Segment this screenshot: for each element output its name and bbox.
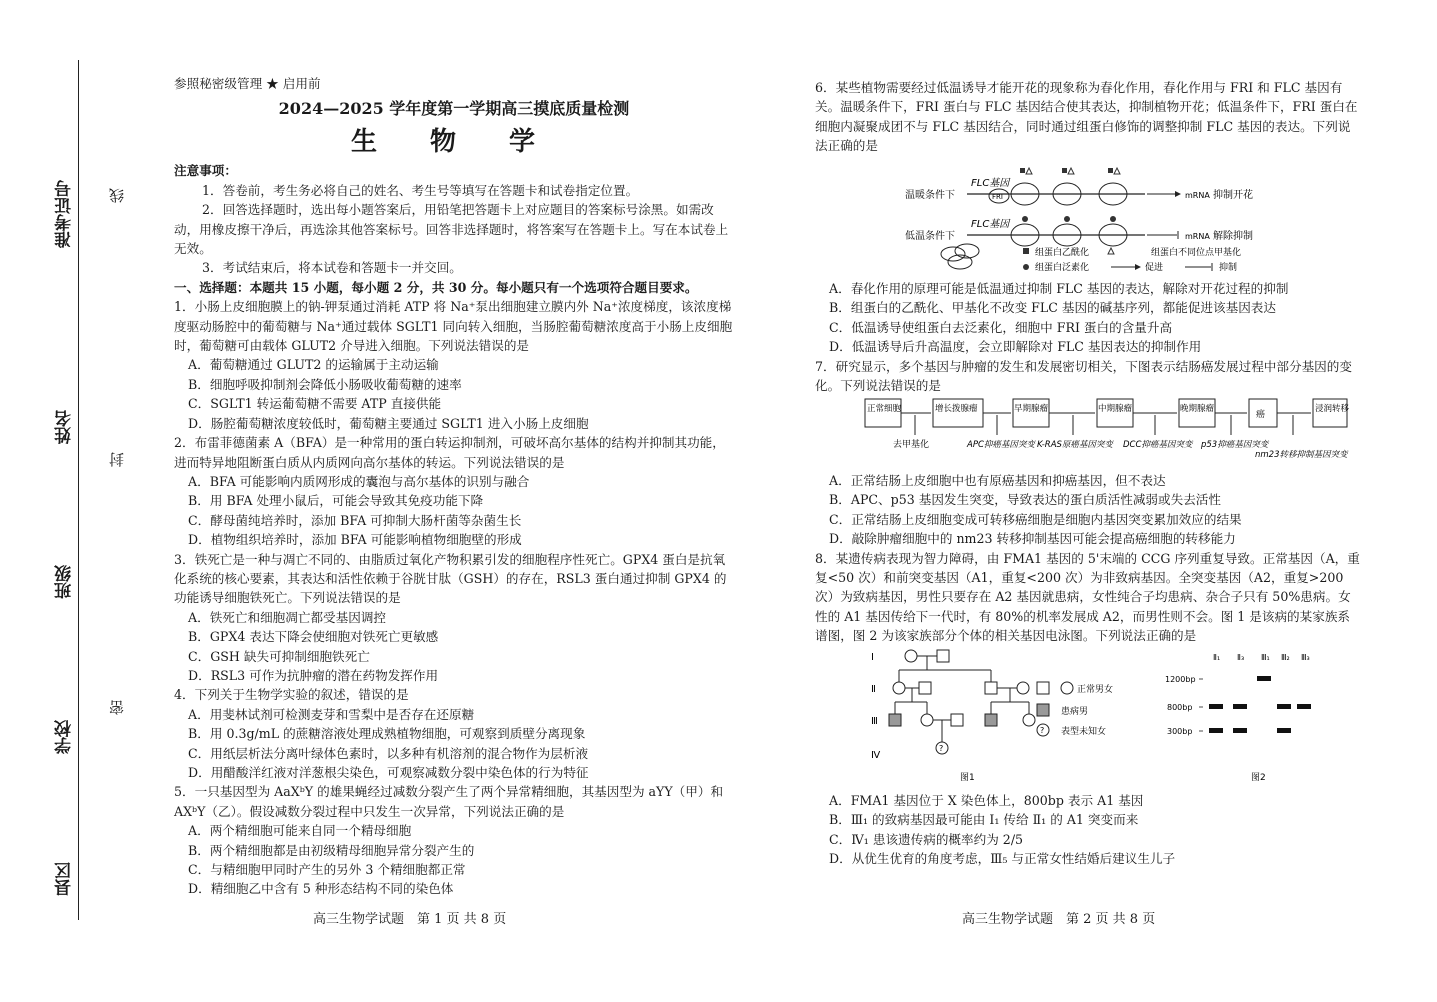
warm-result: 抑制开花 [1213,189,1253,201]
seal-secret: 密 [108,700,126,715]
vernalization-diagram [815,156,1360,274]
mrna-label: mRNA [1185,190,1210,200]
option: D．敲除肿瘤细胞中的 nm23 转移抑制基因可能会提高癌细胞的转移能力 [829,531,1236,547]
legend-normal: 正常男女 [1077,684,1114,695]
legend-promote: 促进 [1145,262,1164,273]
gutter-line [78,60,79,920]
event-dcc: DCC抑癌基因突变 [1123,440,1193,451]
option: D．肠腔葡萄糖浓度较低时，葡萄糖主要通过 SGLT1 进入小肠上皮细胞 [188,415,589,431]
seal-seal: 封 [108,452,126,467]
unknown-mark: ? [939,743,944,753]
option: C．GSH 缺失可抑制细胞铁死亡 [188,648,370,664]
legend-ubiquitin-icon [1023,264,1029,270]
option: A．FMA1 基因位于 X 染色体上，800bp 表示 A1 基因 [829,792,1144,808]
lane-label: Ⅲ₂ [1281,652,1290,662]
option: D．植物组织培养时，添加 BFA 可能影响植物细胞壁的形成 [188,532,522,548]
option: B．GPX4 表达下降会使细胞对铁死亡更敏感 [188,629,439,645]
option: A．铁死亡和细胞凋亡都受基因调控 [188,609,387,625]
gen-1: Ⅰ [871,651,874,663]
legend-methylation: 组蛋白不同位点甲基化 [1151,247,1242,258]
event-apc: APC抑癌基因突变 [967,440,1035,451]
option: A．用斐林试剂可检测麦芽和雪梨中是否存在还原糖 [188,706,475,722]
question-stem: 4．下列关于生物学实验的叙述，错误的是 [174,687,409,703]
option: B．用 0.3g/mL 的蔗糖溶液处理成熟植物细胞，可观察到质壁分离现象 [188,726,586,742]
cancer-progression-diagram [815,395,1360,465]
methylation-marks [1026,168,1120,174]
option: C．与精细胞甲同时产生的另外 3 个精细胞都正常 [188,862,466,878]
subject-title: 生 物 学 [350,127,558,158]
footer-page-2: 高三生物学试题 第 2 页 共 8 页 [962,912,1156,927]
option: D．从优生优育的角度考虑，Ⅲ₅ 与正常女性结婚后建议生儿子 [829,851,1176,867]
option: A．正常结肠上皮细胞中也有原癌基因和抑癌基因，但不表达 [829,472,1166,488]
option: A．春化作用的原理可能是低温通过抑制 FLC 基因的表达，解除对开花过程的抑制 [829,281,1289,297]
label-district: 县区 [55,862,75,896]
ubiquitin-marks [1022,216,1116,222]
option: C．正常结肠上皮细胞变成可转移癌细胞是细胞内基因突变累加效应的结果 [829,511,1242,527]
fri-label: FRI [992,192,1003,201]
stage-late: 晚期腺瘤 [1180,404,1215,415]
legend-acetylation-icon [1023,248,1029,254]
legend-ubiquitin: 组蛋白泛素化 [1035,262,1090,273]
fri-aggregate [941,244,979,269]
pedigree-and-electrophoresis [815,646,1360,786]
binding-gutter [0,0,150,1002]
gen-2: Ⅱ [871,683,876,695]
option: B．APC、p53 基因发生突变，导致表达的蛋白质活性减弱或失去活性 [829,492,1221,508]
option: C．酵母菌纯培养时，添加 BFA 可抑制大肠杆菌等杂菌生长 [188,512,522,528]
footer-page-1: 高三生物学试题 第 1 页 共 8 页 [313,912,507,927]
gel-bands [1209,676,1311,733]
event-p53: p53抑癌基因突变 [1201,440,1269,451]
exam-title: 2024—2025 学年度第一学期高三摸底质量检测 [278,99,630,119]
option: B．组蛋白的乙酰化、甲基化不改变 FLC 基因的碱基序列，都能促进该基因表达 [829,300,1276,316]
page-1 [174,74,734,899]
lane-label: Ⅱ₁ [1213,652,1221,662]
fig1-caption: 图1 [960,772,975,783]
cold-result: 解除抑制 [1213,230,1253,242]
legend-methylation-icon [1108,248,1114,254]
mrna-label-2: mRNA [1185,231,1210,241]
stage-normal: 正常细胞 [867,404,902,415]
question-stem: 3．铁死亡是一种与凋亡不同的、由脂质过氧化产物积累引发的细胞程序性死亡。GPX4 蛋白是抗氧化系统的核心要素，其表达和活性依赖于谷胱甘肽（GSH）的存在，RSL3 蛋白通过抑制 GPX4 的功能诱导细胞铁死亡。下列说法错误的是 [174,551,727,606]
option: D．RSL3 可作为抗肿瘤的潜在药物发挥作用 [188,667,439,683]
option: C．低温诱导使组蛋白去泛素化，细胞中 FRI 蛋白的含量升高 [829,319,1173,335]
question-stem: 6．某些植物需要经过低温诱导才能开花的现象称为春化作用，春化作用与 FRI 和 FLC 基因有关。温暖条件下，FRI 蛋白与 FLC 基因结合使其表达，抑制植物开花；低温条件下，FRI 蛋白在细胞内凝聚成团不与 FLC 基因结合，同时通过组蛋白修饰的调整抑制 FLC 基因的表达。下列说法正确的是 [815,80,1358,154]
acetylation-marks [1020,168,1113,173]
notice-item: 1．答卷前，考生务必将自己的姓名、考生号等填写在答题卡和试卷指定位置。 [202,182,639,198]
legend-inhibit: 抑制 [1219,262,1238,273]
option: C．Ⅳ₁ 患该遗传病的概率约为 2/5 [829,831,1024,847]
page-2 [815,78,1360,869]
size-300: 300bp [1167,726,1193,736]
event-nm23: nm23转移抑制基因突变 [1255,450,1348,461]
option: D．用醋酸洋红液对洋葱根尖染色，可观察减数分裂中染色体的行为特征 [188,765,589,780]
size-800: 800bp [1167,702,1193,712]
unknown-mark-legend: ? [1040,725,1045,735]
notice-item: 2．回答选择题时，选出每小题答案后，用铅笔把答题卡上对应题目的答案标号涂黑。如需改动，用橡皮擦干净后，再选涂其他答案标号。回答非选择题时，将答案写在答题卡上。写在本试卷上无效。 [174,202,729,257]
stage-early: 早期腺瘤 [1014,404,1049,415]
section-heading: 一、选择题：本题共 15 小题，每小题 2 分，共 30 分。每小题只有一个选项符合题目要求。 [174,279,698,295]
event-kras: K-RAS原癌基因突变 [1037,440,1113,451]
option: B．两个精细胞都是由初级精母细胞异常分裂产生的 [188,842,475,858]
label-class: 班级 [55,565,75,599]
option: A．BFA 可能影响内质网形成的囊泡与高尔基体的识别与融合 [188,473,530,489]
option: C．SGLT1 转运葡萄糖不需要 ATP 直接供能 [188,396,442,412]
cold-label: 低温条件下 [905,230,955,242]
label-name: 姓名 [55,410,75,444]
lane-label: Ⅲ₃ [1301,652,1310,662]
fig2-caption: 图2 [1251,772,1266,783]
question-stem: 1．小肠上皮细胞膜上的钠-钾泵通过消耗 ATP 将 Na⁺泵出细胞建立膜内外 Na⁺浓度梯度，该浓度梯度驱动肠腔中的葡萄糖与 Na⁺通过载体 SGLT1 同向转入细胞，当肠腔葡萄糖浓度高于小肠上皮细胞时，葡萄糖可由载体 GLUT2 介导进入细胞。下列说法错误的是 [174,299,733,354]
option: B．细胞呼吸抑制剂会降低小肠吸收葡萄糖的速率 [188,376,462,392]
flc-gene-label-2: FLC基因 [971,218,1010,230]
notice-title: 注意事项： [174,163,237,179]
option: D．低温诱导后升高温度，会立即解除对 FLC 基因表达的抑制作用 [829,339,1202,355]
gel-lanes [1213,653,1310,662]
option: D．精细胞乙中含有 5 种形态结构不同的染色体 [188,881,454,897]
gen-4: Ⅳ [871,749,881,761]
label-school: 学校 [55,720,75,754]
legend-unknown-female: 表型未知女 [1061,726,1107,737]
option: B．Ⅲ₁ 的致病基因最可能由 Ⅰ₁ 传给 Ⅱ₁ 的 A1 突变而来 [829,812,1139,828]
stage-cancer: 癌 [1256,410,1266,421]
option: B．用 BFA 处理小鼠后，可能会导致其免疫功能下降 [188,493,484,509]
stage-metastasis: 浸润转移 [1315,404,1350,415]
flc-gene-label: FLC基因 [971,177,1010,189]
lane-label: Ⅲ₁ [1261,652,1270,662]
label-exam-number: 准考证号 [55,180,75,248]
secrecy-label: 参照秘密级管理 ★ 启用前 [174,76,321,91]
gen-3: Ⅲ [871,715,878,727]
option: A．两个精细胞可能来自同一个精母细胞 [188,823,412,839]
question-stem: 5．一只基因型为 AaXᵇY 的雄果蝇经过减数分裂产生了两个异常精细胞，其基因型为 aYY（甲）和 AXᵇY（乙）。假设减数分裂过程中只发生一次异常，下列说法正确的是 [174,784,724,819]
legend-affected-male: 患病男 [1061,706,1089,717]
option: C．用纸层析法分离叶绿体色素时，以多种有机溶剂的混合物作为层析液 [188,745,589,761]
stage-middle: 中期腺瘤 [1098,404,1133,415]
warm-label: 温暖条件下 [905,189,955,201]
question-stem: 8．某遗传病表现为智力障碍，由 FMA1 基因的 5'末端的 CCG 序列重复导致。正常基因（A，重复<50 次）和前突变基因（A1，重复<200 次）为非致病基因。全突变基因（A2，重复>200 次）为致病基因，男性只要存在 A2 基因就患病，女性纯合子均患病、杂合子只有 50%患病。女性的 A1 基因传给下一代时，有 80%的机率发展成 A2，而男性则不会。图 1 是该病的某家族系谱图，图 2 为该家族部分个体的相关基因电泳图。下列说法正确的是 [815,550,1360,644]
size-1200: 1200bp [1165,674,1196,684]
question-stem: 7．研究显示，多个基因与肿瘤的发生和发展密切相关，下图表示结肠癌发展过程中部分基因的变化。下列说法错误的是 [815,358,1352,394]
notice-item: 3．考试结束后，将本试卷和答题卡一并交回。 [202,260,462,276]
legend-acetylation: 组蛋白乙酰化 [1035,247,1090,258]
question-stem: 2．布雷菲德菌素 A（BFA）是一种常用的蛋白转运抑制剂，可破坏高尔基体的结构并抑制其功能，进而特异地阻断蛋白质从内质网向高尔基体的转运。下列说法错误的是 [174,435,725,470]
seal-line: 线 [108,188,126,203]
option: A．葡萄糖通过 GLUT2 的运输属于主动运输 [188,357,439,373]
event-demethylation: 去甲基化 [893,440,930,451]
pedigree [889,650,1073,754]
lane-label: Ⅱ₃ [1237,652,1245,662]
stage-hyperplasia: 增长拨腺瘤 [935,404,978,415]
